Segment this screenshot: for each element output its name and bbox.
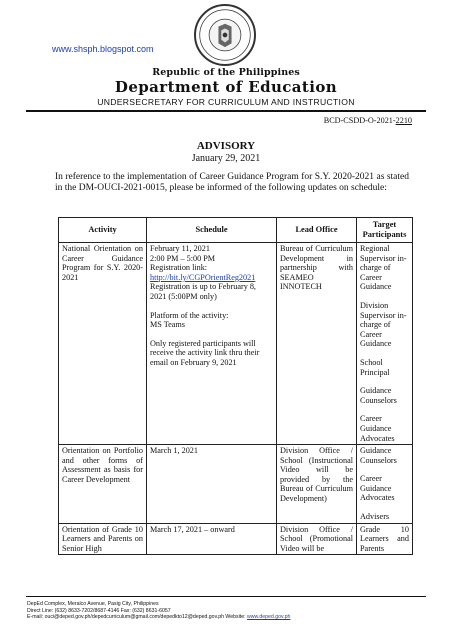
deped-seal-icon: [194, 4, 256, 66]
participant-item: Career Guidance Advocates: [360, 474, 395, 503]
header-lead-office: Lead Office: [277, 218, 357, 243]
schedule-cell: [147, 243, 277, 445]
department-heading: Department of Education: [114, 78, 338, 96]
lead-office-cell: Division Office / School (Promotional Video will be: [277, 523, 357, 555]
footer-contact: [27, 614, 290, 621]
ref-prefix: BCD-CSDD-O-2021-: [323, 116, 396, 125]
reference-number: [324, 116, 412, 125]
office-heading: UNDERSECRETARY FOR CURRICULUM AND INSTRUCTION: [97, 97, 355, 107]
registration-link-label: Registration link:: [150, 263, 208, 273]
participant-item: Advisers: [360, 512, 390, 522]
table-row: [59, 445, 413, 524]
schedule-date: February 11, 2021: [150, 244, 210, 253]
footer-phone: Direct Line: (632) 8633-7202/8687-4146 Fax: (632) 8631-6057: [27, 607, 171, 614]
lead-office-cell: Bureau of Curriculum Development in partnership with SEAMEO INNOTECH: [277, 243, 357, 445]
schedule-cell: March 17, 2021 – onward: [147, 523, 277, 555]
participant-item: School Principal: [360, 357, 390, 377]
republic-heading: Republic of the Philippines: [152, 67, 300, 78]
schedule-table: [58, 217, 413, 555]
participant-item: Guidance Counselors: [360, 386, 397, 405]
footer-email: E-mail: ouci@deped.gov.ph/depedcurriculum@gmail.com/depedkto12@deped.gov.ph Website:: [27, 614, 246, 621]
participants-cell: [357, 445, 413, 524]
ref-number: 2210: [395, 116, 412, 125]
participants-cell: [357, 243, 413, 445]
table-row: [59, 243, 413, 445]
header-schedule: Schedule: [147, 218, 277, 243]
access-note: Only registered participants will receive the activity link thru their email on February 9, 2021: [150, 338, 260, 367]
participant-item: Regional Supervisor in-charge of Career Guidance: [360, 244, 407, 292]
registration-link[interactable]: http://bit.ly/CGPOrientReg2021: [150, 272, 256, 282]
footer-rule: [26, 596, 426, 597]
platform-label: Platform of the activity:: [150, 310, 229, 320]
schedule-cell: March 1, 2021: [147, 445, 277, 524]
platform-value: MS Teams: [150, 320, 185, 330]
table-row: [59, 523, 413, 555]
watermark-url: www.shsph.blogspot.com: [52, 44, 154, 54]
advisory-title: ADVISORY: [196, 140, 256, 152]
footer: [27, 601, 290, 621]
footer-address: DepEd Complex, Meralco Avenue, Pasig City, Philippines: [27, 601, 159, 607]
header-activity: Activity: [59, 218, 147, 243]
intro-paragraph: In reference to the implementation of Career Guidance Program for S.Y. 2020-2021 as stated in the DM-OUCI-2021-0015, please be informed of the following updates on schedule:: [55, 172, 409, 194]
advisory-date: January 29, 2021: [191, 153, 261, 164]
participant-item: Career Guidance Advocates: [360, 414, 395, 443]
participants-cell: Grade 10 Learners and Parents: [357, 523, 413, 555]
participant-item: Guidance Counselors: [360, 446, 397, 465]
activity-cell: National Orientation on Career Guidance Program for S.Y. 2020-2021: [59, 243, 147, 445]
activity-cell: Orientation of Grade 10 Learners and Parents on Senior High: [59, 523, 147, 555]
footer-website-link[interactable]: www.deped.gov.ph: [246, 614, 291, 621]
lead-office-cell: Division Office / School (Instructional Video will be provided by the Bureau of Curriculum Development): [277, 445, 357, 524]
table-header-row: [59, 218, 413, 243]
participant-item: Division Supervisor in-charge of Career Guidance: [360, 300, 407, 349]
activity-cell: Orientation on Portfolio and other forms of Assessment as basis for Career Development: [59, 445, 147, 524]
schedule-time: 2:00 PM – 5:00 PM: [150, 253, 216, 263]
registration-note: Registration is up to February 8, 2021 (5:00PM only): [150, 282, 256, 301]
header-target-participants: Target Participants: [357, 218, 413, 243]
header-rule: [26, 110, 426, 112]
